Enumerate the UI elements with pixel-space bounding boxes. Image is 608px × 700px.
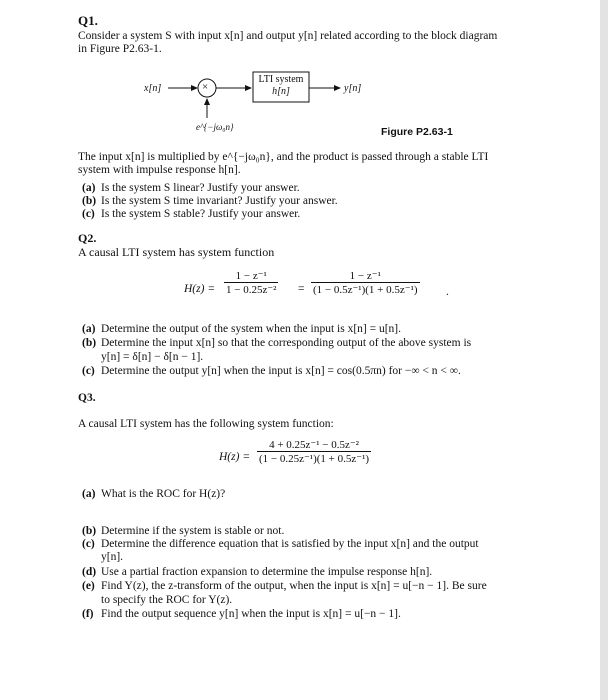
q3-frac-numerator: 4 + 0.25z⁻¹ − 0.5z⁻²: [269, 439, 359, 451]
q2-heading: Q2.: [78, 231, 97, 245]
q2-part-a-label: (a): [82, 323, 96, 335]
lti-block-line2: h[n]: [272, 86, 290, 97]
q1-part-c-text: Is the system S stable? Justify your answer.: [101, 208, 301, 220]
q3-part-f-label: (f): [82, 608, 94, 620]
q2-period: .: [446, 286, 449, 298]
q2-frac1-numerator: 1 − z⁻¹: [235, 270, 267, 282]
q3-heading: Q3.: [78, 392, 96, 404]
q3-frac-denominator: (1 − 0.25z⁻¹)(1 + 0.5z⁻¹): [259, 453, 370, 465]
q3-part-e-label: (e): [82, 580, 95, 592]
modulator-label: e^{−jω₀n}: [196, 122, 234, 132]
q1-body-line1: The input x[n] is multiplied by e^{−jω₀n}, and the product is passed through a stable LTI: [78, 151, 489, 163]
q3-part-c-label: (c): [82, 538, 95, 550]
q3-part-b-label: (b): [82, 525, 97, 537]
q1-part-a-label: (a): [82, 182, 96, 194]
q2-part-b-cont: y[n] = δ[n] − δ[n − 1].: [101, 351, 204, 363]
q3-part-f-text: Find the output sequence y[n] when the input is x[n] = u[−n − 1].: [101, 608, 401, 620]
q2-equals: =: [298, 283, 305, 295]
q3-part-a-label: (a): [82, 488, 96, 500]
q1-intro-line2: in Figure P2.63-1.: [78, 43, 162, 55]
q3-part-d-label: (d): [82, 566, 97, 578]
q2-fraction-2: [311, 270, 420, 296]
q1-part-b-text: Is the system S time invariant? Justify your answer.: [101, 195, 338, 207]
q1-body-line2: system with impulse response h[n].: [78, 164, 241, 176]
q3-part-d-text: Use a partial fraction expansion to determine the impulse response h[n].: [101, 566, 433, 578]
q1-heading: Q1.: [78, 13, 98, 28]
q1-intro-line1: Consider a system S with input x[n] and output y[n] related according to the block diagram: [78, 30, 498, 42]
lti-block-line1: LTI system: [258, 74, 304, 85]
q3-part-a-text: What is the ROC for H(z)?: [101, 488, 226, 500]
q3-part-c-text: Determine the difference equation that is satisfied by the input x[n] and the output: [101, 538, 479, 550]
q3-part-e-cont: to specify the ROC for Y(z).: [101, 594, 233, 606]
q3-part-b-text: Determine if the system is stable or not.: [101, 525, 285, 537]
q2-part-c-label: (c): [82, 365, 95, 377]
q2-lhs: H(z) =: [184, 283, 216, 295]
multiplier-symbol: ×: [202, 81, 209, 93]
figure-caption: Figure P2.63-1: [381, 126, 453, 138]
q2-frac2-numerator: 1 − z⁻¹: [349, 270, 381, 282]
q3-fraction: [257, 439, 371, 465]
q2-part-a-text: Determine the output of the system when the input is x[n] = u[n].: [101, 323, 401, 335]
q1-part-a-text: Is the system S linear? Justify your answer.: [101, 182, 300, 194]
diagram-input-label: x[n]: [144, 83, 162, 94]
q3-part-c-cont: y[n].: [101, 551, 124, 563]
q3-lhs: H(z) =: [219, 451, 251, 463]
q3-part-e-text: Find Y(z), the z-transform of the output, when the input is x[n] = u[−n − 1]. Be sure: [101, 580, 487, 592]
diagram-output-label: y[n]: [344, 83, 362, 94]
q2-part-b-text: Determine the input x[n] so that the corresponding output of the above system is: [101, 337, 472, 349]
block-diagram: [0, 0, 600, 140]
q2-part-c-text: Determine the output y[n] when the input is x[n] = cos(0.5πn) for −∞ < n < ∞.: [101, 365, 461, 377]
q3-intro: A causal LTI system has the following system function:: [78, 418, 334, 430]
q2-frac2-denominator: (1 − 0.5z⁻¹)(1 + 0.5z⁻¹): [313, 284, 418, 296]
q2-frac1-denominator: 1 − 0.25z⁻²: [226, 284, 277, 296]
q2-intro: A causal LTI system has system function: [78, 245, 275, 259]
q2-fraction-1: [224, 270, 278, 296]
q1-part-c-label: (c): [82, 208, 95, 220]
q2-part-b-label: (b): [82, 337, 97, 349]
window-edge-strip: [600, 0, 608, 700]
q1-part-b-label: (b): [82, 195, 97, 207]
